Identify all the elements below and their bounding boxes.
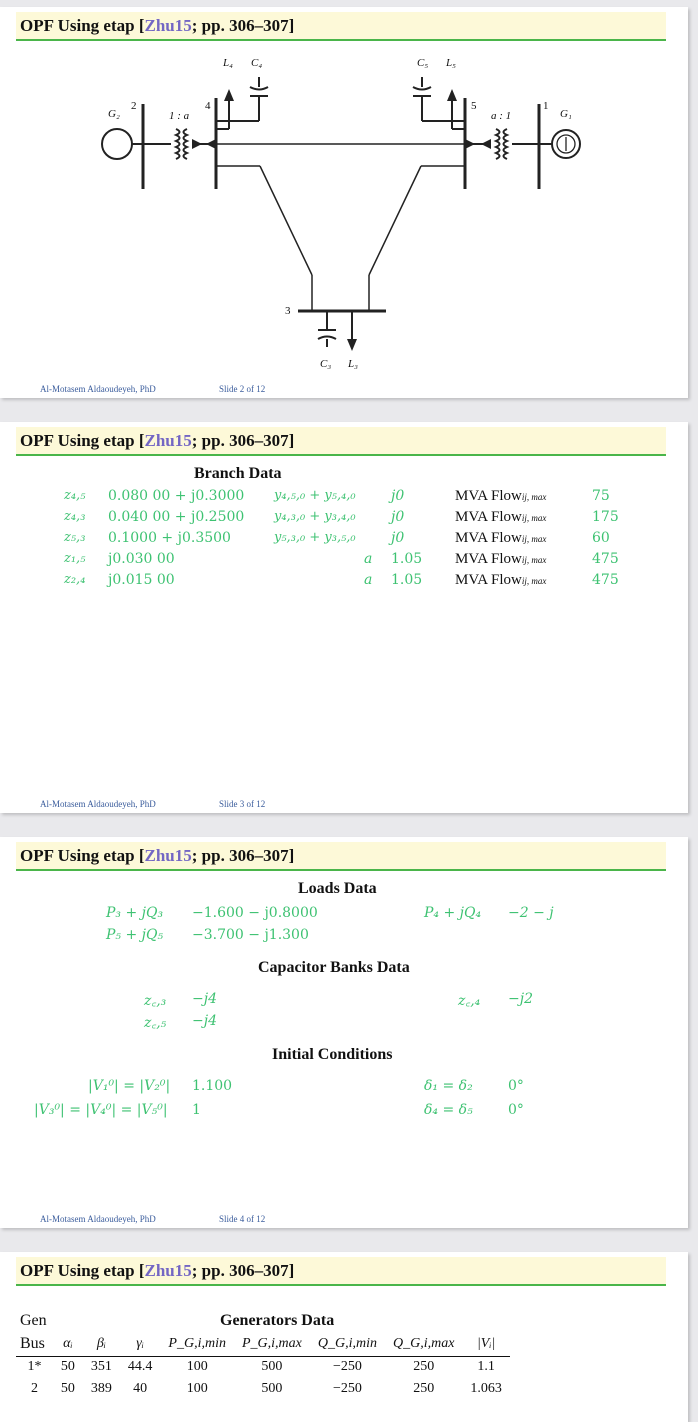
- label-c5: C₅: [417, 57, 429, 69]
- slide-title-bar: [16, 1257, 666, 1286]
- label-l5: L₅: [446, 57, 456, 69]
- capacitor-heading: Capacitor Banks Data: [258, 959, 410, 976]
- label-ratio-right: a : 1: [491, 110, 512, 122]
- cap-c4-value: −j2: [508, 991, 533, 1007]
- generator-2-symbol: [102, 129, 132, 159]
- load-p5-label: P₅ + jQ₅: [106, 927, 164, 943]
- citation-link[interactable]: Zhu15: [144, 431, 192, 450]
- init-v345-label: |V₃⁰| = |V₄⁰| = |V₅⁰|: [34, 1102, 168, 1118]
- label-c4: C₄: [251, 57, 263, 69]
- load-p5-value: −3.700 − j1.300: [192, 927, 309, 943]
- branch-row: z₄,₃ 0.040 00 + j0.2500 y₄,₃,₀ + y₃,₄,₀ j0 MVA Flowij, max 175: [64, 509, 619, 525]
- branch-row: z₅,₃ 0.1000 + j0.3500 y₅,₃,₀ + y₃,₅,₀ j0 MVA Flowij, max 60: [64, 530, 610, 546]
- loads-caps-init-block: [16, 873, 666, 1133]
- slide-title: OPF Using etap [Zhu15; pp. 306–307]: [20, 431, 295, 450]
- generators-heading: Generators Data: [220, 1312, 335, 1329]
- generators-table: [16, 1332, 510, 1400]
- init-d45-label: δ₄ = δ₅: [424, 1102, 473, 1118]
- generators-block: [16, 1302, 666, 1422]
- cap-c3-label: z꜀,₃: [144, 993, 167, 1009]
- branch-row: z₄,₅ 0.080 00 + j0.3000 y₄,₅,₀ + y₅,₄,₀ j0 MVA Flowij, max 75: [64, 488, 610, 504]
- init-v345-value: 1: [192, 1102, 201, 1118]
- label-bus-3: 3: [285, 305, 291, 317]
- label-l3: L₃: [348, 358, 358, 370]
- init-d45-value: 0°: [508, 1102, 524, 1118]
- load-3-arrow: [347, 339, 357, 351]
- init-d12-value: 0°: [508, 1078, 524, 1094]
- branch-row: z₂,₄ j0.015 00 a 1.05 MVA Flowij, max 475: [64, 572, 619, 588]
- slide-title: OPF Using etap [Zhu15; pp. 306–307]: [20, 846, 295, 865]
- load-5-arrow: [447, 89, 457, 101]
- init-v12-label: |V₁⁰| = |V₂⁰|: [88, 1078, 171, 1094]
- cap-c3-value: −j4: [192, 991, 217, 1007]
- table-row: 2 50 389 40 100 500 −250 250 1.063: [30, 1381, 502, 1396]
- label-l4: L₄: [223, 57, 233, 69]
- one-line-diagram: [16, 41, 666, 379]
- slide-title: OPF Using etap [Zhu15; pp. 306–307]: [20, 1261, 295, 1280]
- citation-link[interactable]: Zhu15: [144, 16, 192, 35]
- gen-col-label: Gen: [20, 1312, 47, 1329]
- init-v12-value: 1.100: [192, 1078, 233, 1094]
- footer-slide-number: Slide 3 of 12: [219, 799, 266, 809]
- load-p3-value: −1.600 − j0.8000: [192, 905, 318, 921]
- cap-c5-label: z꜀,₅: [144, 1015, 167, 1031]
- label-bus-4: 4: [205, 100, 211, 112]
- citation-link[interactable]: Zhu15: [144, 846, 192, 865]
- slide-5: [0, 1252, 688, 1422]
- slide-title: OPF Using etap [Zhu15; pp. 306–307]: [20, 16, 295, 35]
- footer-author: Al-Motasem Aldaoudeyeh, PhD: [40, 799, 156, 809]
- label-ratio-left: 1 : a: [169, 110, 190, 122]
- loads-heading: Loads Data: [298, 880, 377, 897]
- footer-author: Al-Motasem Aldaoudeyeh, PhD: [40, 1214, 156, 1224]
- branch-data-heading: Branch Data: [194, 465, 282, 482]
- load-p4-label: P₄ + jQ₄: [424, 905, 482, 921]
- initial-conditions-heading: Initial Conditions: [272, 1046, 393, 1063]
- label-bus-2: 2: [131, 100, 137, 112]
- slide-title-bar: [16, 12, 666, 41]
- slide-title-bar: [16, 427, 666, 456]
- load-p3-label: P₃ + jQ₃: [106, 905, 164, 921]
- label-g2: G₂: [108, 108, 120, 120]
- footer-author: Al-Motasem Aldaoudeyeh, PhD: [40, 384, 156, 394]
- footer-slide-number: Slide 2 of 12: [219, 384, 266, 394]
- load-4-arrow: [224, 89, 234, 101]
- table-row: 1* 50 351 44.4 100 500 −250 250 1.1: [27, 1359, 495, 1375]
- slide-2: [0, 7, 688, 398]
- slide-4: [0, 837, 688, 1228]
- branch-row: z₁,₅ j0.030 00 a 1.05 MVA Flowij, max 475: [64, 551, 619, 567]
- cap-c4-label: z꜀,₄: [458, 993, 481, 1009]
- footer-slide-number: Slide 4 of 12: [219, 1214, 266, 1224]
- label-c3: C₃: [320, 358, 332, 370]
- citation-link[interactable]: Zhu15: [144, 1261, 192, 1280]
- slide-title-bar: [16, 842, 666, 871]
- label-bus-1: 1: [543, 100, 549, 112]
- init-d12-label: δ₁ = δ₂: [424, 1078, 473, 1094]
- branch-data-block: [16, 458, 666, 600]
- label-bus-5: 5: [471, 100, 477, 112]
- cap-c5-value: −j4: [192, 1013, 217, 1029]
- load-p4-value: −2 − j: [508, 905, 554, 921]
- slide-3: [0, 422, 688, 813]
- label-g1: G₁: [560, 108, 572, 120]
- table-header-row: Bus αᵢ βᵢ γᵢ P_G,i,min P_G,i,max Q_G,i,min Q_G,i,max |Vᵢ|: [16, 1332, 510, 1356]
